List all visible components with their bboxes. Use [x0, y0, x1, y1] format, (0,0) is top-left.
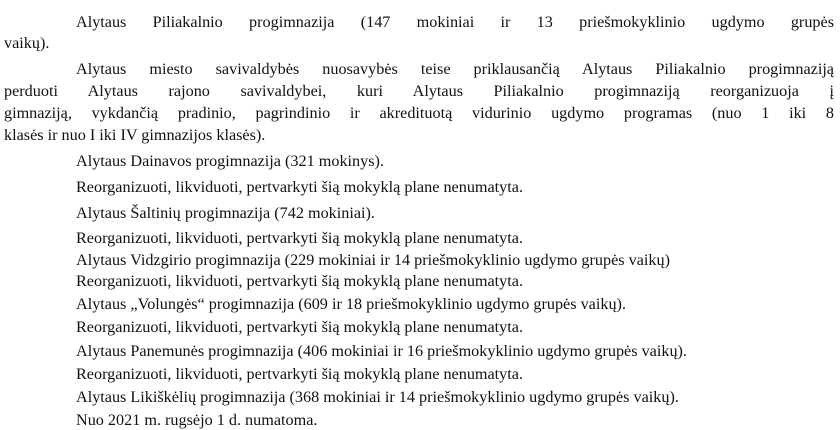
- dainava-note: Reorganizuoti, likviduoti, pertvarkyti šią mokyklą plane nenumatyta.: [76, 178, 524, 196]
- piliakalnis-paragraph-line-4: klasės ir nuo I iki IV gimnazijos klasės).: [4, 126, 266, 144]
- saltiniai-note: Reorganizuoti, likviduoti, pertvarkyti šią mokyklą plane nenumatyta.: [76, 229, 524, 247]
- school-vidzgiris-heading: Alytaus Vidzgirio progimnazija (229 mokiniai ir 14 priešmokyklinio ugdymo grupės vaikų): [76, 251, 670, 269]
- likiskeliai-note: Nuo 2021 m. rugsėjo 1 d. numatoma.: [76, 411, 318, 429]
- panemune-note: Reorganizuoti, likviduoti, pertvarkyti šią mokyklą plane nenumatyta.: [76, 365, 524, 383]
- school-volunge-heading: Alytaus „Volungės“ progimnazija (609 ir 18 priešmokyklinio ugdymo grupės vaikų).: [76, 295, 626, 313]
- piliakalnis-paragraph-line-3: gimnaziją, vykdančią pradinio, pagrindinio ir akredituotą vidurinio ugdymo programas (nuo 1 iki 8: [4, 104, 834, 122]
- school-piliakalnis-heading-cont: vaikų).: [4, 34, 50, 52]
- piliakalnis-paragraph-line-2: perduoti Alytaus rajono savivaldybei, kuri Alytaus Piliakalnio progimnaziją reorganizuoja į: [4, 82, 834, 100]
- school-dainava-heading: Alytaus Dainavos progimnazija (321 mokinys).: [76, 152, 384, 170]
- school-panemune-heading: Alytaus Panemunės progimnazija (406 mokiniai ir 16 priešmokyklinio ugdymo grupės vaikų).: [76, 342, 687, 360]
- volunge-note: Reorganizuoti, likviduoti, pertvarkyti šią mokyklą plane nenumatyta.: [76, 318, 524, 336]
- piliakalnis-paragraph-line-1: Alytaus miesto savivaldybės nuosavybės teise priklausančią Alytaus Piliakalnio progimnaziją: [76, 60, 834, 78]
- school-likiskeliai-heading: Alytaus Likiškėlių progimnazija (368 mokiniai ir 14 priešmokyklinio ugdymo grupės vaikų).: [76, 388, 679, 406]
- school-piliakalnis-heading: Alytaus Piliakalnio progimnazija (147 mokiniai ir 13 priešmokyklinio ugdymo grupės: [76, 13, 834, 31]
- vidzgiris-note: Reorganizuoti, likviduoti, pertvarkyti šią mokyklą plane nenumatyta.: [76, 272, 524, 290]
- school-saltiniai-heading: Alytaus Šaltinių progimnazija (742 mokiniai).: [76, 204, 375, 222]
